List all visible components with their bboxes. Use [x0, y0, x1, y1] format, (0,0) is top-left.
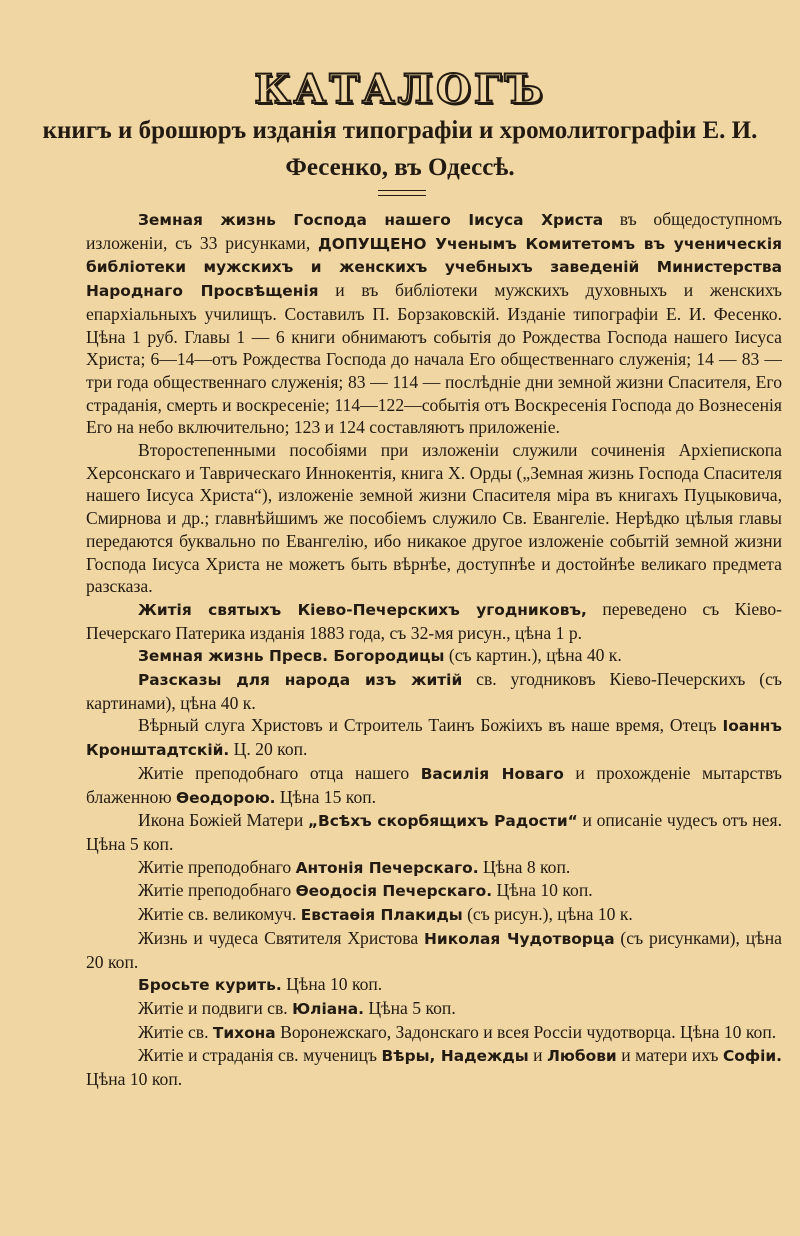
catalog-entry — [86, 856, 782, 880]
entry-text: Жизнь и чудеса Святителя Христова — [138, 927, 425, 948]
entry-text: Цѣна 5 коп. — [363, 997, 456, 1018]
catalog-entry — [86, 1021, 782, 1045]
entry-text: Житіе преподобнаго — [138, 880, 296, 901]
entry-text: и въ библіотеки мужскихъ духовныхъ и женскихъ епархіальныхъ училищъ. Составилъ П. Борзаковскій. Изданіе типографіи Е. И. Фесенко. Цѣна 1 руб. Главы 1 — 6 книги обнимаютъ событія до Рождества Господа нашего Іисуса Христа; 6—14—отъ Рождества Господа до начала Его общественнаго служенія; 14 — 83 — три года общественнаго служенія; 83 — 114 — послѣдніе дни земной жизни Спасителя, Его страданія, смерть и воскресеніе; 114—122—событія отъ Воскресенія Господа до Вознесенія Его на небо включительно; 123 и 124 составляютъ приложеніе. — [86, 280, 782, 438]
entry-text: Житіе св. — [138, 1021, 213, 1042]
entry-text: переведено съ Кіево-Печерскаго Патерика изданія 1883 года, съ 32-мя рисун., цѣна 1 р. — [86, 598, 782, 643]
entry-book-title: „Всѣхъ скорбящихъ Радости“ — [307, 812, 578, 831]
entry-book-title: Василія Новаго — [420, 764, 564, 783]
catalog-entry — [86, 644, 782, 668]
catalog-entry — [86, 439, 782, 598]
entry-text: Цѣна 10 коп. — [86, 1069, 183, 1090]
entry-book-title: Ѳеодосія Печерскаго. — [295, 882, 493, 901]
entry-book-title: Юліана. — [292, 999, 364, 1018]
entry-text: Житіе и подвиги св. — [138, 997, 293, 1018]
entry-text: Ц. 20 коп. — [229, 739, 308, 760]
catalog-entry — [86, 714, 782, 761]
entry-text: Цѣна 15 коп. — [275, 786, 377, 807]
catalog-subtitle: книгъ и брошюръ изданія типографіи и хромолитографіи Е. И. Фесенко, въ Одессѣ. — [42, 117, 758, 181]
entry-text: Житіе и страданія св. мученицъ — [138, 1045, 382, 1066]
entry-book-title: Бросьте курить. — [138, 976, 282, 995]
entry-book-title: Любови — [547, 1047, 617, 1066]
entry-book-title: Тихона — [212, 1023, 276, 1042]
entry-text: Цѣна 10 коп. — [281, 974, 383, 995]
entry-text: и описаніе чудесъ отъ нея. Цѣна 5 коп. — [86, 810, 782, 854]
catalog-entry — [86, 598, 782, 644]
entry-text: Икона Божіей Матери — [138, 810, 308, 831]
catalog-entry — [86, 809, 782, 855]
entry-text: въ общедоступномъ изложеніи, съ 33 рисунками, — [86, 209, 782, 253]
entry-text: св. угодниковъ Кіево-Печерскихъ (съ картинами), цѣна 40 к. — [86, 669, 782, 713]
divider — [378, 190, 426, 196]
entry-book-title: Іоаннъ Кронштадтскій. — [86, 717, 782, 760]
entry-book-title: Николая Чудотворца — [424, 929, 615, 948]
catalog-entry — [86, 903, 782, 927]
catalog-body — [86, 208, 782, 1091]
catalog-entry — [86, 997, 782, 1021]
entry-text: и — [528, 1045, 548, 1066]
entry-text: Воронежскаго, Задонскаго и всея Россіи чудотворца. Цѣна 10 коп. — [275, 1021, 777, 1042]
entry-text: и прохожденіе мытарствъ блаженною — [86, 762, 782, 807]
entry-text: (съ рисун.), цѣна 10 к. — [462, 904, 633, 925]
entry-book-title: Ѳеодорою. — [176, 788, 276, 807]
entry-book-title: Разсказы для народа изъ житій — [138, 671, 463, 690]
entry-text: Житіе св. великомуч. — [138, 904, 301, 925]
entry-text: Цѣна 10 коп. — [492, 880, 593, 901]
entry-book-title: Софіи. — [722, 1047, 782, 1066]
entry-book-title: Земная жизнь Господа нашего Іисуса Христа — [138, 211, 604, 229]
entry-text: Вѣрный слуга Христовъ и Строитель Таинъ Божіихъ въ наше время, Отецъ — [138, 715, 723, 736]
catalog-title: КАТАЛОГЪ — [254, 66, 546, 113]
catalog-entry — [86, 762, 782, 809]
entry-book-title: Евстаѳія Плакиды — [300, 906, 463, 925]
catalog-entry — [86, 927, 782, 973]
catalog-entry — [86, 973, 782, 997]
entry-text: Житіе преподобнаго — [138, 856, 296, 877]
entry-approval-note: ДОПУЩЕНО Ученымъ Комитетомъ въ ученическія библіотеки мужскихъ и женскихъ учебныхъ заведеній Министерства Народнаго Просвѣщенія — [86, 234, 782, 301]
entry-book-title: Земная жизнь Пресв. Богородицы — [138, 647, 445, 666]
catalog-entry — [86, 208, 782, 439]
entry-text: Житіе преподобнаго отца нашего — [138, 762, 421, 783]
catalog-entry — [86, 1044, 782, 1090]
entry-text: Цѣна 8 коп. — [478, 856, 571, 877]
entry-book-title: Антонія Печерскаго. — [295, 858, 479, 877]
catalog-entry — [86, 879, 782, 903]
entry-book-title: Житія святыхъ Кіево-Печерскихъ угодниковъ, — [138, 600, 587, 619]
catalog-entry — [86, 668, 782, 714]
entry-text: (съ картин.), цѣна 40 к. — [444, 645, 622, 666]
entry-book-title: Вѣры, Надежды — [381, 1047, 529, 1066]
entry-text: Второстепенными пособіями при изложеніи служили сочиненія Архіепископа Херсонскаго и Таврическаго Иннокентія, книга Х. Орды („Земная жизнь Господа Спасителя нашего Іисуса Христа“), изложеніе земной жизни Спасителя міра въ книгахъ Пуцыковича, Смирнова и др.; главнѣйшимъ же пособіемъ служило Св. Евангеліе. Нерѣдко цѣлыя главы передаются буквально по Евангелію, ибо никакое другое изложеніе событій земной жизни Господа Іисуса Христа не можетъ быть вѣрнѣе, доступнѣе и достойнѣе великаго предмета разсказа. — [86, 440, 782, 597]
entry-text: (съ рисунками), цѣна 20 коп. — [86, 927, 782, 972]
entry-text: и матери ихъ — [616, 1045, 723, 1066]
